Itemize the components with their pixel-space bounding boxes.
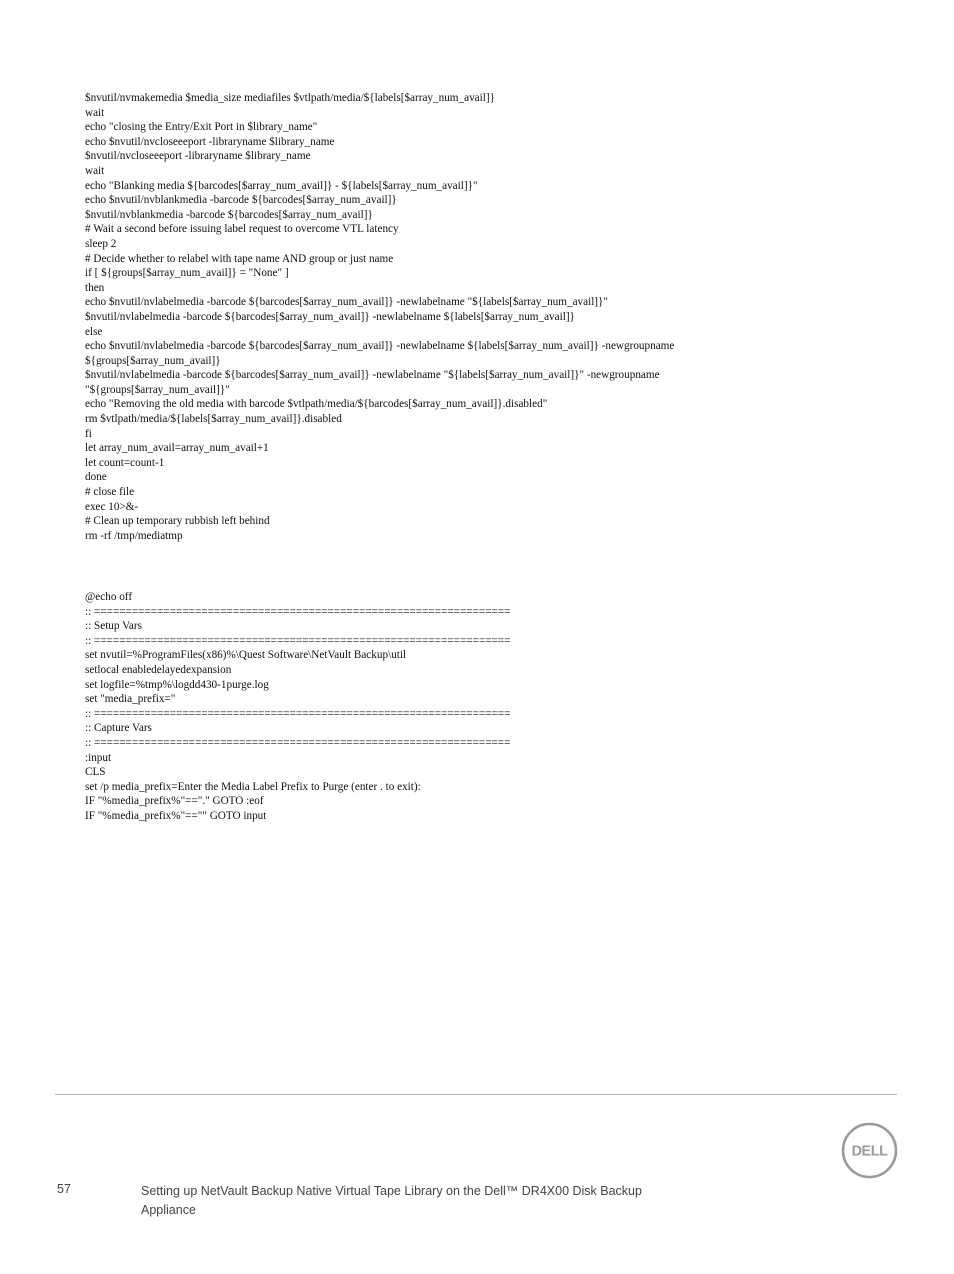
code-line: sleep 2 <box>85 237 117 250</box>
code-line: then <box>85 281 105 294</box>
code-line: set /p media_prefix=Enter the Media Label Prefix to Purge (enter . to exit): <box>85 780 421 793</box>
code-line: :: ================================================================== <box>85 736 511 749</box>
linux-script-block <box>85 91 674 543</box>
code-line: else <box>85 325 103 338</box>
code-line: $nvutil/nvlabelmedia -barcode ${barcodes[$array_num_avail]} -newlabelname ${labels[$array_num_avail]} <box>85 310 575 323</box>
code-line: $nvutil/nvlabelmedia -barcode ${barcodes[$array_num_avail]} -newlabelname "${labels[$array_num_avail]}" -newgroupname <box>85 369 660 382</box>
code-line: $nvutil/nvcloseeeport -libraryname $library_name <box>85 150 311 163</box>
code-line: set nvutil=%ProgramFiles(x86)%\Quest Software\NetVault Backup\util <box>85 649 407 662</box>
footer-title-line-1: Setting up NetVault Backup Native Virtual Tape Library on the Dell™ DR4X00 Disk Backup <box>141 1184 642 1198</box>
code-line: echo $nvutil/nvblankmedia -barcode ${barcodes[$array_num_avail]} <box>85 194 397 207</box>
code-line: echo $nvutil/nvlabelmedia -barcode ${barcodes[$array_num_avail]} -newlabelname ${labels[$array_num_avail]} -newgroupname <box>85 340 675 353</box>
page-number: 57 <box>57 1182 71 1196</box>
code-line: fi <box>85 427 92 440</box>
dell-logo-text: DELL <box>851 1143 888 1160</box>
dell-logo-icon <box>841 1122 898 1179</box>
code-line: # close file <box>85 486 135 499</box>
windows-batch-script-block <box>85 590 510 824</box>
code-line: wait <box>85 106 105 119</box>
code-line: IF "%media_prefix%"=="" GOTO input <box>85 809 267 822</box>
code-line: :: ================================================================== <box>85 605 511 618</box>
code-line: let array_num_avail=array_num_avail+1 <box>85 442 269 455</box>
code-line: echo $nvutil/nvcloseeeport -libraryname $library_name <box>85 135 335 148</box>
code-line: exec 10>&- <box>85 500 139 513</box>
code-line: :: ================================================================== <box>85 707 511 720</box>
code-line: wait <box>85 164 105 177</box>
code-line: rm -rf /tmp/mediatmp <box>85 529 183 542</box>
code-line: set logfile=%tmp%\logdd430-1purge.log <box>85 678 269 691</box>
code-line: "${groups[$array_num_avail]}" <box>85 383 230 396</box>
code-line: :: Capture Vars <box>85 722 152 735</box>
code-line: @echo off <box>85 591 133 603</box>
code-line: done <box>85 471 107 484</box>
code-line: # Decide whether to relabel with tape name AND group or just name <box>85 252 394 265</box>
code-line: set "media_prefix=" <box>85 693 176 706</box>
code-line: ${groups[$array_num_avail]} <box>85 354 221 367</box>
code-line: echo "Blanking media ${barcodes[$array_num_avail]} - ${labels[$array_num_avail]}" <box>85 179 478 192</box>
code-line: rm $vtlpath/media/${labels[$array_num_avail]}.disabled <box>85 413 342 426</box>
code-line: :: ================================================================== <box>85 634 511 647</box>
code-line: echo "Removing the old media with barcode $vtlpath/media/${barcodes[$array_num_avail]}.disabled" <box>85 398 548 411</box>
code-line: setlocal enabledelayedexpansion <box>85 663 232 676</box>
code-line: if [ ${groups[$array_num_avail]} = "None" ] <box>85 267 289 280</box>
code-line: :: Setup Vars <box>85 620 142 633</box>
code-line: IF "%media_prefix%"=="." GOTO :eof <box>85 795 264 808</box>
code-line: echo $nvutil/nvlabelmedia -barcode ${barcodes[$array_num_avail]} -newlabelname "${labels[$array_num_avail]}" <box>85 296 608 309</box>
code-line: $nvutil/nvblankmedia -barcode ${barcodes[$array_num_avail]} <box>85 208 373 221</box>
code-line: $nvutil/nvmakemedia $media_size mediafiles $vtlpath/media/${labels[$array_num_avail]} <box>85 92 495 104</box>
footer-title <box>141 1182 701 1220</box>
code-line: echo "closing the Entry/Exit Port in $library_name" <box>85 121 318 134</box>
footer-divider <box>55 1094 897 1095</box>
code-line: CLS <box>85 766 106 779</box>
code-line: :input <box>85 751 112 764</box>
code-line: # Wait a second before issuing label request to overcome VTL latency <box>85 223 399 236</box>
code-line: # Clean up temporary rubbish left behind <box>85 515 270 528</box>
code-line: let count=count-1 <box>85 456 165 469</box>
footer-title-line-2: Appliance <box>141 1203 196 1217</box>
